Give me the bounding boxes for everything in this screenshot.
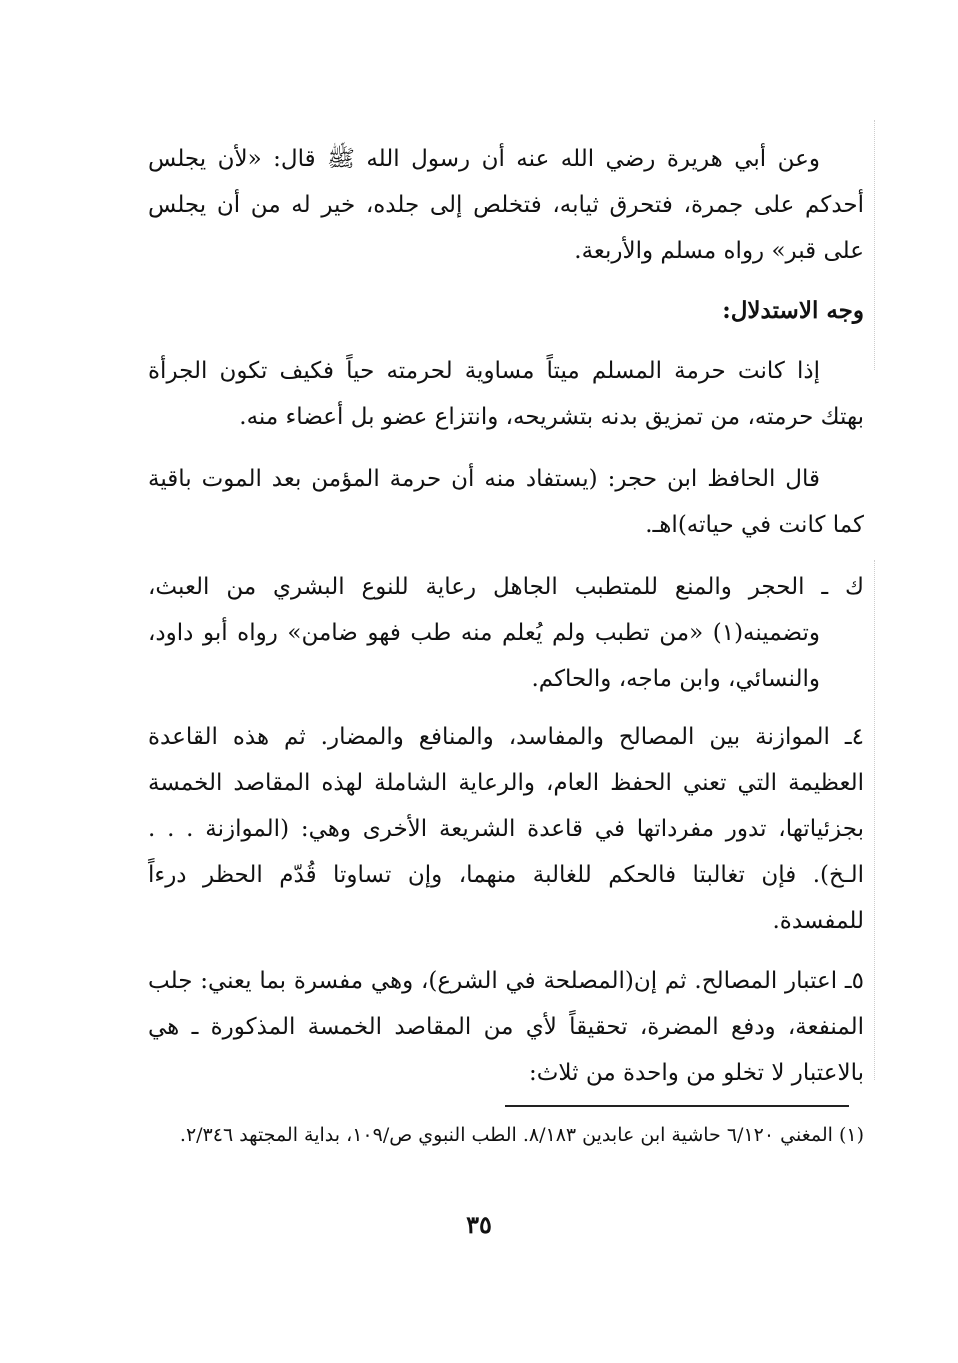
paragraph-item-4: ٤ـ الموازنة بين المصالح والمفاسد، والمنافع والمضار. ثم هذه القاعدة العظيمة التي تعني الحفظ العام، والرعاية الشاملة لهذه المقاصد الخمسة بجزئياتها، تدور مفرداتها في قاعدة الشريعة الأخرى وهي: (الموازنة . . . الـخ). فإن تغالبتا فالحكم للغالبة منهما، وإن تساوتا قُدّم الحظر درءاً للمفسدة. [148,724,864,934]
paragraph-hadith: وعن أبي هريرة رضي الله عنه أن رسول الله ﷺ قال: «لأن يجلس أحدكم على جمرة، فتحرق ثيابه، فتخلص إلى جلده، خير له من أن يجلس على قبر» رواه مسلم والأربعة. [148,146,864,264]
footnote-1: (١) المغني ٦/١٢٠ حاشية ابن عابدين ٨/١٨٣. الطب النبوي ص/١٠٩، بداية المجتهد ٢/٣٤٦. [179,1124,864,1146]
footnotes [148,1116,864,1154]
margin-guide [874,120,875,370]
body-text [148,348,864,440]
body-text [148,958,864,1096]
body-text [148,564,864,702]
body-text [148,714,864,944]
body-text [148,456,864,548]
footnote-separator [505,1105,849,1107]
paragraph-item-5: ٥ـ اعتبار المصالح. ثم إن(المصلحة في الشرع)، وهي مفسرة بما يعني: جلب المنفعة، ودفع المضرة، تحقيقاً لأي من المقاصد الخمسة المذكورة ـ هي بالاعتبار لا تخلو من واحدة من ثلاث: [148,968,864,1086]
section-heading: وجه الاستدلال: [722,297,864,324]
body-text [148,288,864,334]
paragraph-quote: قال الحافظ ابن حجر: (يستفاد منه أن حرمة المؤمن بعد الموت باقية كما كانت في حياته)اهـ. [148,466,864,538]
page-number: ٣٥ [466,1210,492,1239]
paragraph-inference: إذا كانت حرمة المسلم ميتاً مساوية لحرمته حياً فكيف تكون الجرأة بهتك حرمته، من تمزيق بدنه بتشريحه، وانتزاع عضو بل أعضاء منه. [148,358,864,430]
body-text [148,136,864,274]
paragraph-item-k: ك ـ الحجر والمنع للمتطبب الجاهل رعاية للنوع البشري من العبث، وتضمينه(١) «من تطبب ولم يُعلم منه طب فهو ضامن» رواه أبو داود، والنسائي، وابن ماجه، والحاكم. [148,574,864,692]
margin-guide [874,560,875,1080]
